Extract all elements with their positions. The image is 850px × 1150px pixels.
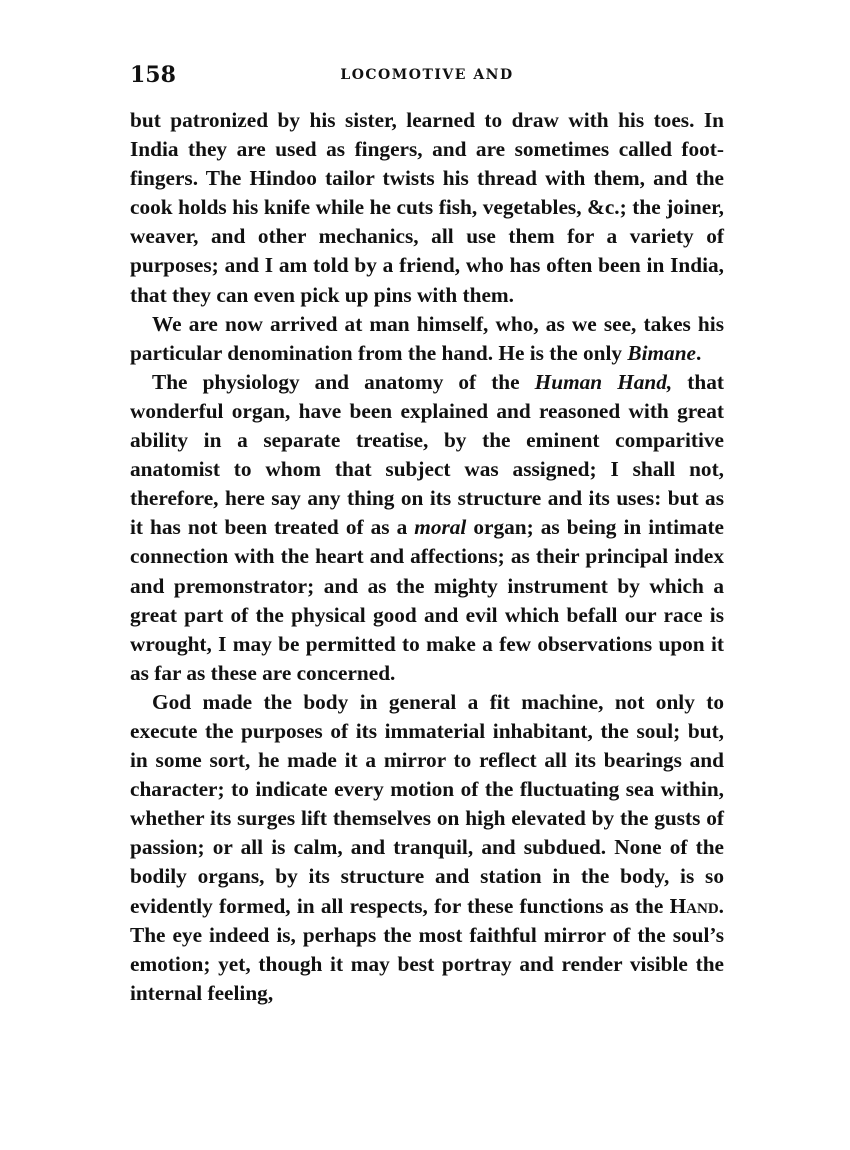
paragraph-man-bimane — [130, 310, 724, 368]
running-title: LOCOMOTIVE AND — [340, 67, 514, 83]
paragraph-continuation — [130, 106, 724, 310]
small-caps-hand: Hand — [669, 893, 719, 918]
paragraph-text: organ; as being in intimate connection with the heart and affections; as their principal index and premonstrator; and as the mighty instrument by which a great part of the physical good and evil which befall our race is wrought, I may be permitted to make a few observations upon it as far as these are concerned. — [130, 515, 724, 685]
paragraph-human-hand — [130, 368, 724, 688]
paragraph-text: but patronized by his sister, learned to draw with his toes. In India they are used as fingers, and are sometimes called foot-fingers. The Hindoo tailor twists his thread with them, and the cook holds his knife while he cuts fish, vegetables, &c.; the joiner, weaver, and other mechanics, all use them for a variety of purposes; and I am told by a friend, who has often been in India, that they can even pick up pins with them. — [130, 108, 724, 307]
italic-term-moral: moral — [414, 515, 467, 540]
italic-term-human-hand: Human Hand, — [534, 369, 673, 394]
paragraph-text: God made the body in general a fit machine, not only to execute the purposes of its immaterial inhabitant, the soul; but, in some sort, he made it a mirror to reflect all its bearings and character; to indicate every motion of the fluctuating sea within, whether its surges lift themselves on high elevated by the gusts of passion; or all is calm, and tranquil, and subdued. None of the bodily organs, by its structure and station in the body, is so evidently formed, in all respects, for these functions as the — [130, 689, 724, 918]
body-text — [130, 106, 724, 1008]
paragraph-text: We are now arrived at man himself, who, as we see, takes his particular denomination from the hand. He is the only — [130, 311, 724, 365]
paragraph-text: . — [696, 340, 702, 365]
paragraph-text: The physiology and anatomy of the — [152, 369, 535, 394]
paragraph-text: that wonderful organ, have been explained and reasoned with great ability in a separate treatise, by the eminent comparitive anatomist to whom that subject was assigned; I shall not, therefore, here say any thing on its structure and its uses: but as it has not been treated of as a — [130, 369, 724, 540]
paragraph-text: . The eye indeed is, perhaps the most faithful mirror of the soul’s emotion; yet, though it may best portray and render visible the internal feeling, — [130, 893, 724, 1005]
running-head — [130, 60, 724, 90]
paragraph-god-made-body — [130, 688, 724, 1008]
book-page — [130, 60, 724, 1008]
italic-term-bimane: Bimane — [627, 340, 696, 365]
page-number: 158 — [130, 62, 176, 88]
